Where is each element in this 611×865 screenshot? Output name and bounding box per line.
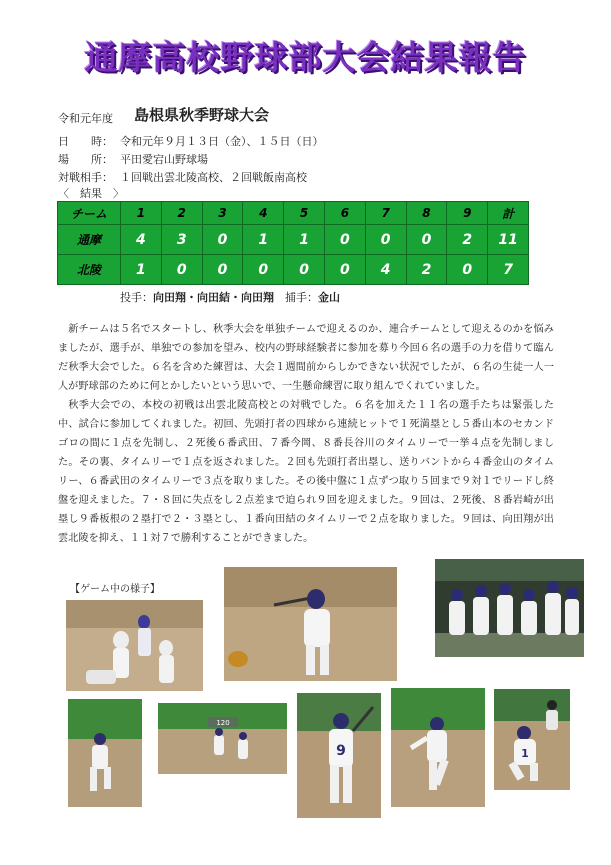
inning-score: 0: [284, 255, 325, 285]
header-cell: 5: [284, 202, 325, 225]
inning-score: 0: [365, 225, 406, 255]
paragraph: 新チームは５名でスタートし、秋季大会を単独チームで迎えるのか、連合チームとして迎えるのかを悩みましたが、選手が、単独での参加を望み、校内の野球経験者に参加を募り今回６名の選手の力を借りて臨んだ秋季大会でした。６名を含めた練習は、大会１週間前からしかできない状況でしたが、６名の生徒一人一人が野球部のために何とかしたいという思いで、一生懸命練習に取り組んでくれていました。: [58, 324, 554, 392]
inning-score: 0: [324, 255, 365, 285]
jersey-number-text: 9: [336, 743, 346, 759]
inning-score: 4: [121, 225, 162, 255]
inning-score: 0: [202, 255, 243, 285]
scoreboard-table: [57, 201, 529, 285]
info-label: 日 時：: [58, 135, 113, 148]
inning-score: 0: [324, 225, 365, 255]
info-date: [58, 133, 324, 149]
report-title: 通摩高校野球部大会結果報告: [84, 38, 527, 77]
battery-line: [120, 289, 340, 305]
info-label: 対戦相手：: [58, 171, 113, 184]
header-cell: 1: [121, 202, 162, 225]
header-cell: チーム: [58, 202, 121, 225]
info-opponents: [58, 169, 307, 185]
info-value: １回戦出雲北陵高校、２回戦飯南高校: [120, 171, 307, 184]
inning-score: 2: [406, 255, 447, 285]
team-name: 通摩: [58, 225, 121, 255]
header-cell: 3: [202, 202, 243, 225]
photo-batter-number: [297, 693, 381, 818]
scoreboard-row-opponent: [58, 255, 529, 285]
info-value: 平田愛宕山野球場: [120, 153, 208, 166]
photo-batter: [224, 567, 397, 681]
inning-score: 0: [161, 255, 202, 285]
photo-fielders: [66, 600, 203, 691]
inning-score: 4: [365, 255, 406, 285]
inning-score: 0: [202, 225, 243, 255]
inning-score: 3: [161, 225, 202, 255]
photo-pitcher-1: [68, 699, 142, 807]
photo-pitcher-2: [391, 688, 485, 807]
pitcher-label: 投手：: [120, 291, 153, 304]
scoreboard-header-row: [58, 202, 529, 225]
header-cell: 8: [406, 202, 447, 225]
report-body: [58, 320, 554, 548]
photo-runners: [158, 703, 287, 774]
paragraph: 秋季大会での、本校の初戦は出雲北陵高校との対戦でした。６名を加えた１１名の選手たちは緊張した中、試合に参加してくれました。初回、先頭打者の四球から連続ヒットで１死満塁とし５番山本のセカンドゴロの間に１点を先制し、２死後６番武田、７番今岡、８番長谷川のタイムリーで一挙４点を先制しました。その裏、タイムリーで１点を返されました。２回も先頭打者出塁し、送りバントから４番金山のタイムリー、６番武田のタイムリーで３点を取りました。その後中盤に１点ずつ取り５回まで９対１でリードし終盤を迎えました。７・８回に失点をし２点差まで迫られ９回を迎えました。９回は、２死後、８番岩崎が出塁し９番板根の２塁打で２・３塁とし、１番向田結のタイムリーで２点を取りました。９回は、向田翔が出雲北陵を抑え、１１対７で勝利することができました。: [58, 400, 554, 544]
total-score: 11: [488, 225, 529, 255]
header-cell: 計: [488, 202, 529, 225]
catcher-label: 捕手：: [285, 291, 318, 304]
info-value: 令和元年９月１３日（金）、１５日（日）: [120, 135, 324, 148]
header-cell: 2: [161, 202, 202, 225]
header-cell: 7: [365, 202, 406, 225]
photo-dugout: [435, 559, 584, 657]
header-cell: 4: [243, 202, 284, 225]
scoreboard-row-home: [58, 225, 529, 255]
inning-score: 1: [243, 225, 284, 255]
inning-score: 1: [121, 255, 162, 285]
header-cell: 9: [447, 202, 488, 225]
info-venue: [58, 151, 208, 167]
jersey-number-text: 1: [521, 747, 529, 760]
info-label: 場 所：: [58, 153, 113, 166]
scoreboard-sign-text: 120: [216, 719, 230, 727]
results-heading: 〈 結果 〉: [58, 187, 124, 200]
header-cell: 6: [324, 202, 365, 225]
inning-score: 2: [447, 225, 488, 255]
photo-caption: 【ゲーム中の様子】: [70, 584, 160, 595]
catcher-name: 金山: [318, 291, 340, 304]
team-name: 北陵: [58, 255, 121, 285]
pitcher-names: 向田翔・向田結・向田翔: [153, 291, 274, 304]
tournament-name: 島根県秋季野球大会: [134, 106, 270, 124]
inning-score: 0: [447, 255, 488, 285]
inning-score: 0: [243, 255, 284, 285]
inning-score: 1: [284, 225, 325, 255]
photo-fielder-number: [494, 689, 570, 790]
inning-score: 0: [406, 225, 447, 255]
era-label: 令和元年度: [58, 112, 113, 125]
total-score: 7: [488, 255, 529, 285]
